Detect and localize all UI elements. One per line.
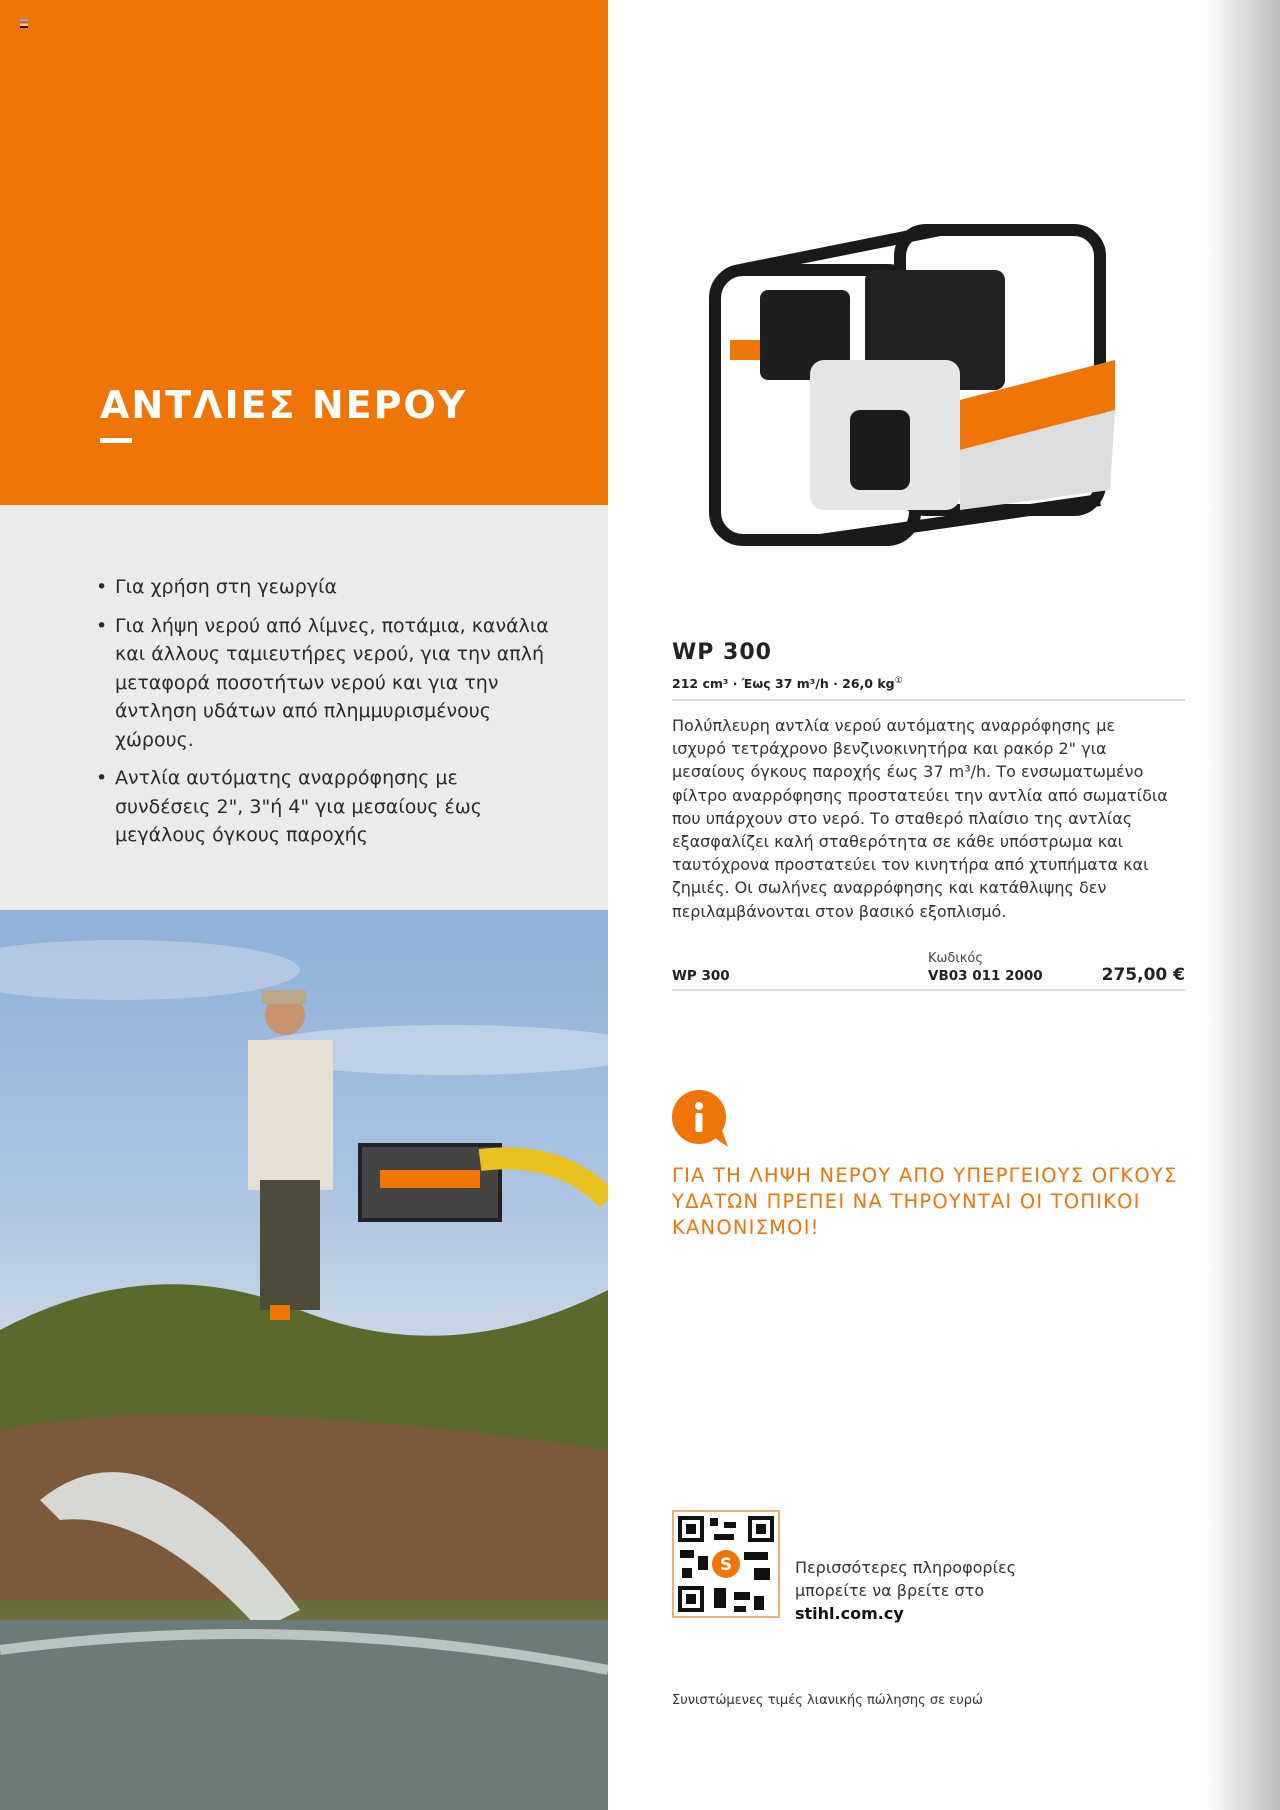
code-column-label: Κωδικός — [928, 951, 984, 966]
website-link[interactable]: stihl.com.cy — [795, 1604, 904, 1623]
row-model: WP 300 — [672, 968, 730, 984]
more-info-line: Περισσότερες πληροφορίες — [795, 1558, 1017, 1577]
greek-flag-icon — [20, 19, 28, 28]
more-info-line: μπορείτε να βρείτε στο — [795, 1581, 985, 1600]
qr-pattern — [674, 1512, 778, 1616]
page-title: ΑΝΤΛΙΕΣ ΝΕΡΟΥ — [100, 383, 468, 427]
title-underline — [100, 438, 132, 443]
info-icon — [672, 1090, 730, 1148]
lifestyle-photo — [0, 910, 608, 1810]
row-code: VB03 011 2000 — [928, 968, 1043, 984]
feature-item: • Για χρήση στη γεωργία — [96, 573, 556, 602]
divider — [672, 989, 1185, 991]
footnote-marker: ① — [894, 676, 903, 686]
regulation-notice: ΓΙΑ ΤΗ ΛΗΨΗ ΝΕΡΟΥ ΑΠΟ ΥΠΕΡΓΕΙΟΥΣ ΟΓΚΟΥΣ ΥΔΑΤΩΝ ΠΡΕΠΕΙ ΝΑ ΤΗΡΟΥΝΤΑΙ ΟΙ ΤΟΠΙΚΟΙ ΚΑΝΟΝΙΣΜΟΙ! — [672, 1164, 1178, 1239]
specs-text: 212 cm³ · Έως 37 m³/h · 26,0 kg — [672, 676, 895, 692]
product-title: WP 300 — [672, 640, 772, 665]
product-specs — [672, 676, 903, 691]
page-edge-shadow — [1205, 0, 1280, 1810]
header-panel — [0, 0, 608, 505]
product-image-wp300 — [700, 210, 1140, 610]
feature-item: • Αντλία αυτόματης αναρρόφησης με συνδέσεις 2", 3"ή 4" για μεσαίους έως μεγάλους όγκους παροχής — [96, 764, 556, 850]
product-description: Πολύπλευρη αντλία νερού αυτόματης αναρρόφησης με ισχυρό τετράχρονο βενζινοκινητήρα και ρακόρ 2" για μεσαίους όγκους παροχής έως 37 m³/h. Το ενσωματωμένο φίλτρο αναρρόφησης προστατεύει την αντλία από σωματίδια που υπάρχουν στο νερό. Το σταθερό πλαίσιο της αντλίας εξασφαλίζει καλή σταθερότητα σε κάθε υπόστρωμα και ταυτόχρονα προστατεύει τον κινητήρα από χτυπήματα και ζημιές. Οι σωλήνες αναρρόφησης και κατάθλιψης δεν περιλαμβάνονται στον βασικό εξοπλισμό. — [672, 716, 1168, 921]
divider — [672, 699, 1185, 701]
photo-illustration — [0, 910, 608, 1810]
price-row — [672, 965, 1185, 985]
svg-text:S: S — [719, 1555, 733, 1575]
feature-item: • Για λήψη νερού από λίμνες, ποτάμια, κανάλια και άλλους ταμιευτήρες νερού, για την απλή μεταφορά ποσοτήτων νερού και για την άντληση υδάτων από πλημμυρισμένους χώρους. — [96, 612, 556, 755]
feature-list — [96, 573, 556, 860]
qr-code[interactable] — [672, 1510, 780, 1618]
footer-note: Συνιστώμενες τιμές λιανικής πώλησης σε ευρώ — [672, 1693, 983, 1708]
row-price: 275,00 € — [1101, 965, 1185, 985]
more-info — [795, 1556, 1016, 1625]
